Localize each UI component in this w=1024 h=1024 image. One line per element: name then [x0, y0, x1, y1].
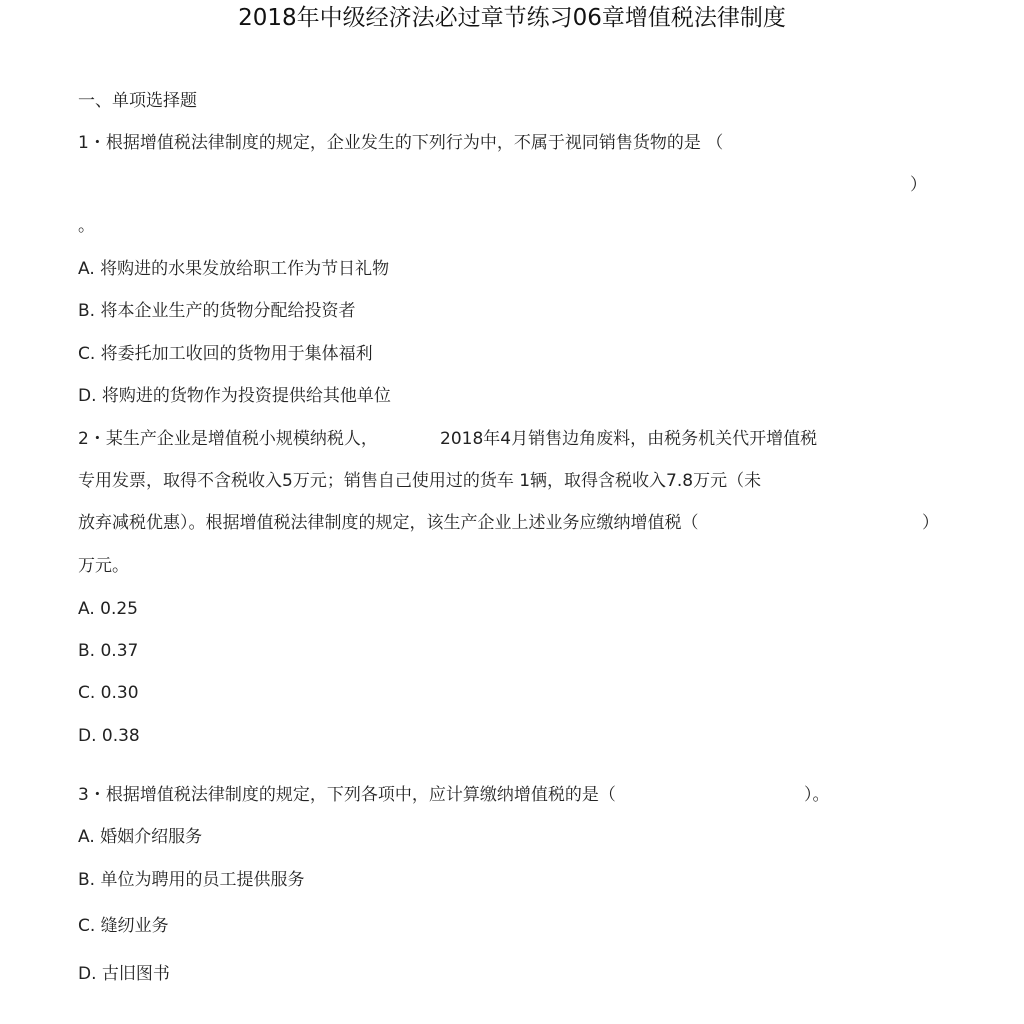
- question-1-option-b: B. 将本企业生产的货物分配给投资者: [78, 301, 356, 321]
- question-1-option-d: D. 将购进的货物作为投资提供给其他单位: [78, 386, 391, 406]
- question-2-stem-line1-b: 2018年4月销售边角废料，由税务机关代开增值税: [440, 429, 818, 449]
- question-3-option-a: A. 婚姻介绍服务: [78, 827, 203, 847]
- question-2-option-d: D. 0.38: [78, 726, 140, 746]
- question-2-close-paren: ）: [922, 513, 939, 533]
- question-3-close-paren: ）。: [804, 785, 830, 805]
- question-2-stem-line2: 专用发票，取得不含税收入5万元；销售自己使用过的货车 1辆，取得含税收入7.8万元（未: [78, 471, 762, 491]
- question-3-stem: 3・根据增值税法律制度的规定，下列各项中，应计算缴纳增值税的是（: [78, 785, 616, 805]
- question-3-option-b: B. 单位为聘用的员工提供服务: [78, 870, 305, 890]
- question-3-option-d: D. 古旧图书: [78, 964, 170, 984]
- document-title: 2018年中级经济法必过章节练习06章增值税法律制度: [238, 5, 786, 31]
- question-1-option-c: C. 将委托加工收回的货物用于集体福利: [78, 344, 373, 364]
- section-heading: 一、单项选择题: [78, 91, 197, 111]
- question-2-stem-line4: 万元。: [78, 556, 129, 576]
- question-1-close-paren: ）: [910, 175, 927, 195]
- question-1-stem-end: 。: [78, 216, 95, 236]
- question-2-option-b: B. 0.37: [78, 641, 139, 661]
- question-3-option-c: C. 缝纫业务: [78, 916, 169, 936]
- question-2-stem-line3: 放弃减税优惠）。根据增值税法律制度的规定，该生产企业上述业务应缴纳增值税（: [78, 513, 699, 533]
- question-1-stem: 1・根据增值税法律制度的规定，企业发生的下列行为中，不属于视同销售货物的是 （: [78, 133, 724, 153]
- question-2-stem-line1-a: 2・某生产企业是增值税小规模纳税人，: [78, 429, 378, 449]
- question-1-option-a: A. 将购进的水果发放给职工作为节日礼物: [78, 259, 390, 279]
- question-2-option-c: C. 0.30: [78, 683, 139, 703]
- question-2-option-a: A. 0.25: [78, 599, 138, 619]
